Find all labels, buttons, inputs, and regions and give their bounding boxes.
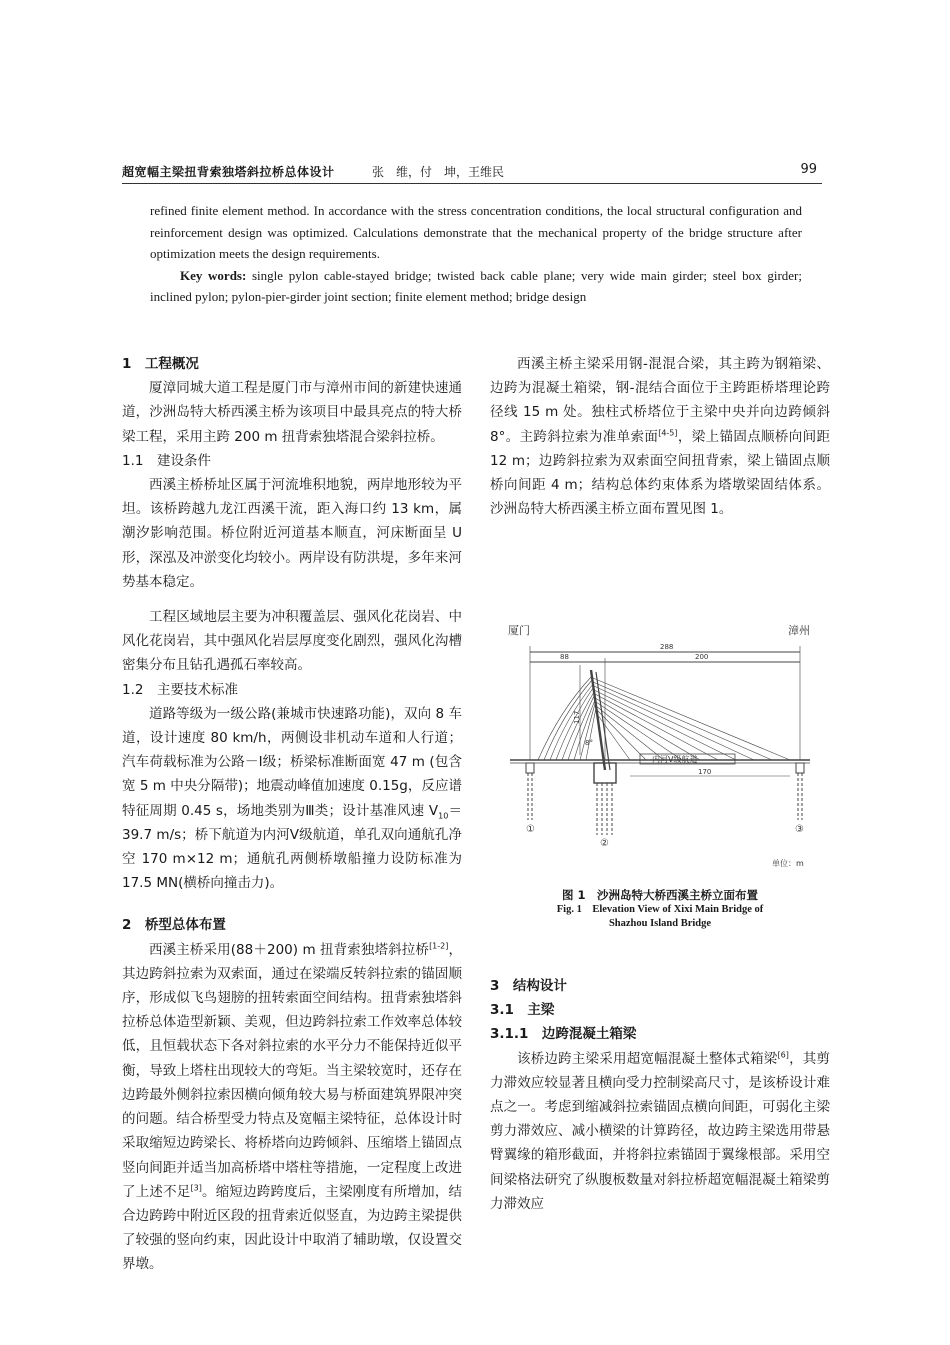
citation-4-5: [4-5] (658, 428, 678, 438)
section-1-1-paragraph-2: 工程区域地层主要为冲积覆盖层、强风化花岗岩、中风化花岗岩，其中强风化岩层厚度变化剧烈，强风化沟槽密集分布且钻孔遇孤石率较高。 (122, 609, 462, 674)
section-3-1-1-heading: 3.1.1 边跨混凝土箱梁 (490, 1026, 637, 1043)
side-span-cables (538, 676, 596, 760)
label-zhangzhou: 漳州 (788, 624, 810, 637)
label-xiamen: 厦门 (508, 624, 530, 637)
pier-2-label: ② (600, 838, 609, 849)
section-3-heading: 3 结构设计 (490, 978, 567, 994)
keywords-label: Key words: (180, 267, 247, 283)
abstract (150, 200, 802, 308)
section-2-text-c: 。缩短边跨跨度后，主梁刚度有所增加，结合边跨跨中附近区段的扭背索近似竖直，为边跨主梁提供了较强的竖向约束，因此设计中取消了辅助墩，仅设置交界墩。 (122, 1183, 463, 1273)
section-1-1-heading: 1.1 建设条件 (122, 452, 211, 469)
caption-en-line-1: Fig. 1 Elevation View of Xixi Main Bridge of (556, 904, 764, 915)
section-2-p2-text-a: 西溪主桥主梁采用钢-混混合梁，其主跨为钢箱梁、边跨为混凝土箱梁，钢-混结合面位于主跨距桥塔理论跨径线 15 m 处。独柱式桥塔位于主梁中央并向边跨倾斜 8°。主跨斜拉索为准单索面 (490, 356, 830, 445)
section-3-1-1-paragraph (490, 1047, 830, 1216)
figure-1-caption (490, 888, 830, 931)
pier-2 (594, 763, 616, 835)
unit-label: 单位：m (772, 859, 804, 868)
running-title: 超宽幅主梁扭背索独塔斜拉桥总体设计 (122, 165, 335, 179)
section-2-text-b: ，其边跨斜拉索为双索面，通过在梁端反转斜拉索的锚固顺序，形成似飞鸟翅膀的扭转索面空间结构。扭背索独塔斜拉桥总体造型新颖、美观，但边跨斜拉索工作效率总体较低，且恒载状态下各对斜拉索的水平分力不能保持近似平衡，导致上塔柱出现较大的弯矩。当主梁较宽时，还存在边跨最外侧斜拉索因横向倾角较大易与桥面建筑界限冲突的问题。结合桥型受力特点及宽幅主梁特征，总体设计时采取缩短边跨梁长、将桥塔向边跨倾斜、压缩塔上锚固点竖向间距并适当加高桥塔中塔柱等措施，一定程度上改进了上述不足 (122, 941, 463, 1200)
dim-height-text: 117 (573, 710, 581, 724)
keywords-text: single pylon cable-stayed bridge; twisted back cable plane; very wide main girder; steel box girder; inclined pylon; pylon-pier-girder joint section; finite element method; bridge design (150, 267, 802, 304)
running-authors: 张 维，付 坤，王维民 (372, 165, 505, 179)
section-3-1-heading: 3.1 主梁 (490, 1002, 555, 1019)
dim-main-text: 200 (695, 653, 709, 661)
figure-1 (490, 620, 830, 880)
left-column (122, 352, 462, 1277)
bridge-elevation-drawing (490, 620, 830, 880)
section-1-paragraph: 厦漳同城大道工程是厦门市与漳州市间的新建快速通道，沙洲岛特大桥西溪主桥为该项目中最具亮点的特大桥梁工程，采用主跨 200 m 扭背索独塔混合梁斜拉桥。 (122, 380, 462, 445)
section-2-paragraph-1 (122, 938, 462, 1277)
header-rule (122, 183, 822, 184)
pier-3 (796, 763, 804, 820)
section-2-paragraph-2 (490, 352, 830, 521)
pier-3-label: ③ (795, 824, 804, 835)
pier-1 (526, 763, 534, 820)
abstract-text: refined finite element method. In accordance with the stress concentration conditions, the local structural configuration and reinforcement design was optimized. Calculations demonstrate that the mechanical property of the bridge structure after optimization meets the design requirements. (150, 203, 802, 261)
section-1-2-heading: 1.2 主要技术标准 (122, 681, 238, 698)
section-2-p2-text-b: ，梁上锚固点顺桥向间距 12 m；边跨斜拉索为双索面空间扭背索，梁上锚固点顺桥向间距 4 m；结构总体约束体系为塔墩梁固结体系。沙洲岛特大桥西溪主桥立面布置见图 1。 (490, 428, 831, 518)
nav-width-text: 170 (698, 768, 712, 776)
section-1-2-paragraph (122, 702, 462, 896)
citation-6: [6] (777, 1050, 789, 1060)
section-3-text-b: ，其剪力滞效应较显著且横向受力控制梁高尺寸，是该桥设计难点之一。考虑到缩减斜拉索锚固点横向间距，可弱化主梁剪力滞效应、减小横梁的计算跨径，故边跨主梁选用带悬臂翼缘的箱形截面，并将斜拉索锚固于翼缘根部。采用空间梁格法研究了纵腹板数量对斜拉桥超宽幅混凝土箱梁剪力滞效应 (490, 1050, 831, 1212)
keywords (150, 265, 802, 308)
citation-3: [3] (190, 1183, 202, 1193)
citation-1-2: [1-2] (429, 941, 449, 951)
page-number: 99 (800, 162, 817, 177)
navigation-label: 内河Ⅴ级航道 (652, 755, 698, 764)
section-3-text-a: 该桥边跨主梁采用超宽幅混凝土整体式箱梁 (517, 1050, 778, 1067)
caption-en-line-2: Shazhou Island Bridge (608, 918, 712, 929)
section-1-heading: 1 工程概况 (122, 356, 199, 372)
section-2-text-a: 西溪主桥采用(88＋200) m 扭背索独塔斜拉桥 (149, 941, 430, 958)
section-1-2-text-b: ＝39.7 m/s；桥下航道为内河Ⅴ级航道，单孔双向通航孔净空 170 m×12 m；通航孔两侧桥墩船撞力设防标准为 17.5 MN(横桥向撞击力)。 (122, 802, 462, 892)
dim-total-text: 288 (660, 643, 674, 651)
section-2-heading: 2 桥型总体布置 (122, 917, 226, 934)
right-column-top (490, 352, 830, 521)
right-column-bottom (490, 974, 830, 1216)
dim-side-text: 88 (560, 653, 569, 661)
angle-text: 8° (585, 739, 593, 747)
main-span-cables (593, 678, 790, 760)
section-1-2-text-a: 道路等级为一级公路(兼城市快速路功能)，双向 8 车道，设计速度 80 km/h，两侧设非机动车道和人行道；汽车荷载标准为公路－Ⅰ级；桥梁标准断面宽 47 m (包含宽 5 m 中央分隔带)；地震动峰值加速度 0.15g，反应谱特征周期 0.45 s，场地类别为Ⅲ类；设计基准风速 V (122, 705, 462, 819)
caption-cn: 图 1 沙洲岛特大桥西溪主桥立面布置 (561, 888, 758, 902)
wind-subscript: 10 (438, 811, 449, 821)
pier-1-label: ① (526, 824, 535, 835)
section-1-1-paragraph-1: 西溪主桥桥址区属于河流堆积地貌，两岸地形较为平坦。该桥跨越九龙江西溪干流，距入海口约 13 km，属潮汐影响范围。桥位附近河道基本顺直，河床断面呈 U 形，深泓及冲淤变化均较小。两岸设有防洪堤，多年来河势基本稳定。 (122, 477, 462, 590)
